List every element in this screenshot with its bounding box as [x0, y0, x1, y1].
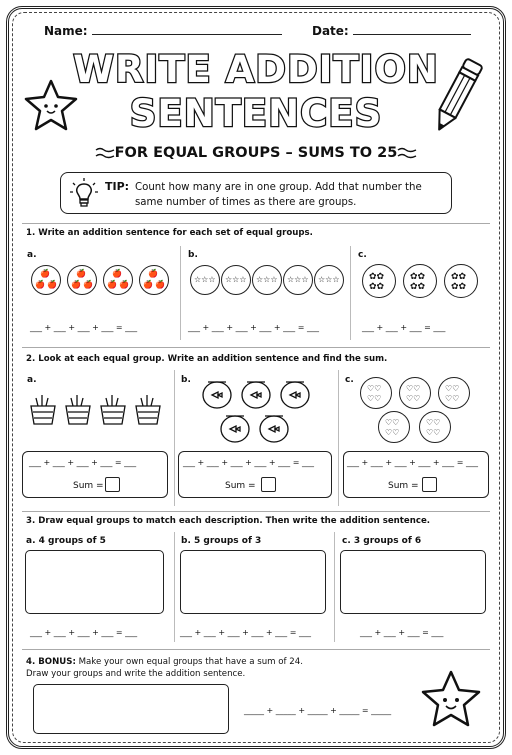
tip-text: Count how many are in one group. Add that number the same number of times as there are groups.	[135, 182, 422, 208]
flower-icon: ✿✿ ✿✿	[410, 272, 426, 292]
name-blank[interactable]	[92, 24, 282, 35]
flower-group	[362, 264, 396, 298]
part-1a-label: a.	[27, 250, 37, 260]
apple-icon: 🍎	[83, 280, 93, 289]
bonus-line-1: Make your own equal groups that have a sum of 24.	[78, 657, 303, 667]
equation-2a[interactable]: ___ + ___ + ___ + ___ = ___	[29, 458, 137, 467]
equation-3c[interactable]: ___ + ___ + ___ = ___	[360, 628, 444, 637]
bonus-instructions	[26, 656, 326, 680]
column-divider	[174, 370, 175, 506]
carrot-baskets-icon	[28, 390, 168, 428]
title-line-1: WRITE ADDITION	[73, 48, 439, 91]
heart-icon: ♡♡ ♡♡	[367, 384, 382, 403]
part-3c-label: c. 3 groups of 6	[342, 536, 422, 546]
lightbulb-icon	[69, 177, 99, 209]
star-mascot-icon	[22, 78, 80, 134]
star-mascot-icon	[418, 668, 484, 730]
heart-group	[399, 377, 431, 409]
flower-group	[403, 264, 437, 298]
column-divider	[180, 246, 181, 340]
apple-icon: 🍎	[107, 280, 117, 289]
heart-group	[360, 377, 392, 409]
name-label: Name:	[44, 24, 88, 38]
column-divider	[350, 246, 351, 340]
section-1-heading: 1. Write an addition sentence for each set of equal groups.	[26, 228, 313, 238]
star-icon: ☆☆☆	[194, 275, 216, 284]
fishbowls-icon	[198, 376, 322, 444]
part-1b-label: b.	[188, 250, 198, 260]
apple-group	[67, 265, 97, 295]
date-blank[interactable]	[353, 24, 471, 35]
star-icon: ☆☆☆	[225, 275, 247, 284]
star-group	[283, 265, 313, 295]
sum-label: Sum =	[73, 481, 104, 491]
equation-1a[interactable]: ___ + ___ + ___ + ___ = ___	[30, 323, 138, 332]
date-field[interactable]	[312, 24, 471, 38]
apple-icon: 🍎	[155, 280, 165, 289]
star-icon: ☆☆☆	[256, 275, 278, 284]
divider	[22, 223, 490, 224]
flower-group	[444, 264, 478, 298]
bonus-equation[interactable]: _____ + _____ + _____ + _____ = _____	[244, 706, 392, 715]
draw-box-3a[interactable]	[25, 550, 164, 614]
star-group	[190, 265, 220, 295]
equation-1c[interactable]: ___ + ___ + ___ = ___	[362, 323, 446, 332]
heart-group	[419, 411, 451, 443]
heart-icon: ♡♡ ♡♡	[385, 418, 400, 437]
draw-box-3b[interactable]	[180, 550, 326, 614]
apple-icon: 🍎	[119, 280, 129, 289]
sum-box-2a	[22, 451, 168, 498]
apple-icon: 🍎	[143, 280, 153, 289]
star-icon: ☆☆☆	[287, 275, 309, 284]
heart-group	[438, 377, 470, 409]
sum-label: Sum =	[225, 481, 256, 491]
part-2c-label: c.	[345, 375, 354, 385]
part-2b-label: b.	[181, 375, 191, 385]
sum-answer-box[interactable]	[261, 477, 276, 492]
squiggle-right-icon	[396, 146, 418, 160]
tip-box	[60, 172, 452, 214]
equation-1b[interactable]: ___ + ___ + ___ + ___ + ___ = ___	[188, 323, 319, 332]
column-divider	[334, 532, 335, 642]
heart-icon: ♡♡ ♡♡	[426, 418, 441, 437]
sum-box-2b	[178, 451, 332, 498]
sum-answer-box[interactable]	[422, 477, 437, 492]
bonus-label: 4. BONUS:	[26, 657, 76, 667]
apple-group	[139, 265, 169, 295]
star-group	[314, 265, 344, 295]
sum-answer-box[interactable]	[105, 477, 120, 492]
part-1c-label: c.	[358, 250, 367, 260]
apple-icon: 🍎	[47, 280, 57, 289]
star-icon: ☆☆☆	[318, 275, 340, 284]
heart-group	[378, 411, 410, 443]
divider	[22, 511, 490, 512]
title-line-2: SENTENCES	[129, 92, 383, 135]
column-divider	[174, 532, 175, 642]
date-label: Date:	[312, 24, 349, 38]
heart-icon: ♡♡ ♡♡	[406, 384, 421, 403]
apple-icon: 🍎	[148, 269, 158, 278]
equation-2c[interactable]: ___ + ___ + ___ + ___ + ___ = ___	[347, 458, 478, 467]
bonus-line-2: Draw your groups and write the addition sentence.	[26, 669, 246, 679]
equation-2b[interactable]: ___ + ___ + ___ + ___ + ___ = ___	[183, 458, 314, 467]
apple-group	[103, 265, 133, 295]
sum-label: Sum =	[388, 481, 419, 491]
divider	[22, 649, 490, 650]
apple-icon: 🍎	[112, 269, 122, 278]
flower-icon: ✿✿ ✿✿	[369, 272, 385, 292]
sum-box-2c	[343, 451, 489, 498]
heart-icon: ♡♡ ♡♡	[445, 384, 460, 403]
part-2a-label: a.	[27, 375, 37, 385]
apple-icon: 🍎	[35, 280, 45, 289]
apple-group	[31, 265, 61, 295]
equation-3a[interactable]: ___ + ___ + ___ + ___ = ___	[30, 628, 138, 637]
pencil-icon	[430, 52, 485, 140]
draw-box-3c[interactable]	[340, 550, 486, 614]
equation-3b[interactable]: ___ + ___ + ___ + ___ + ___ = ___	[180, 628, 311, 637]
section-3-heading: 3. Draw equal groups to match each description. Then write the addition sentence.	[26, 516, 431, 526]
tip-label: TIP:	[105, 180, 130, 193]
apple-icon: 🍎	[76, 269, 86, 278]
apple-icon: 🍎	[71, 280, 81, 289]
column-divider	[338, 370, 339, 506]
apple-icon: 🍎	[40, 269, 50, 278]
subtitle: FOR EQUAL GROUPS – SUMS TO 25	[114, 145, 398, 161]
star-group	[252, 265, 282, 295]
star-group	[221, 265, 251, 295]
section-2-heading: 2. Look at each equal group. Write an addition sentence and find the sum.	[26, 354, 388, 364]
flower-icon: ✿✿ ✿✿	[451, 272, 467, 292]
divider	[22, 347, 490, 348]
part-3b-label: b. 5 groups of 3	[181, 536, 262, 546]
bonus-draw-box[interactable]	[33, 684, 229, 734]
part-3a-label: a. 4 groups of 5	[26, 536, 106, 546]
name-field[interactable]	[44, 24, 282, 38]
